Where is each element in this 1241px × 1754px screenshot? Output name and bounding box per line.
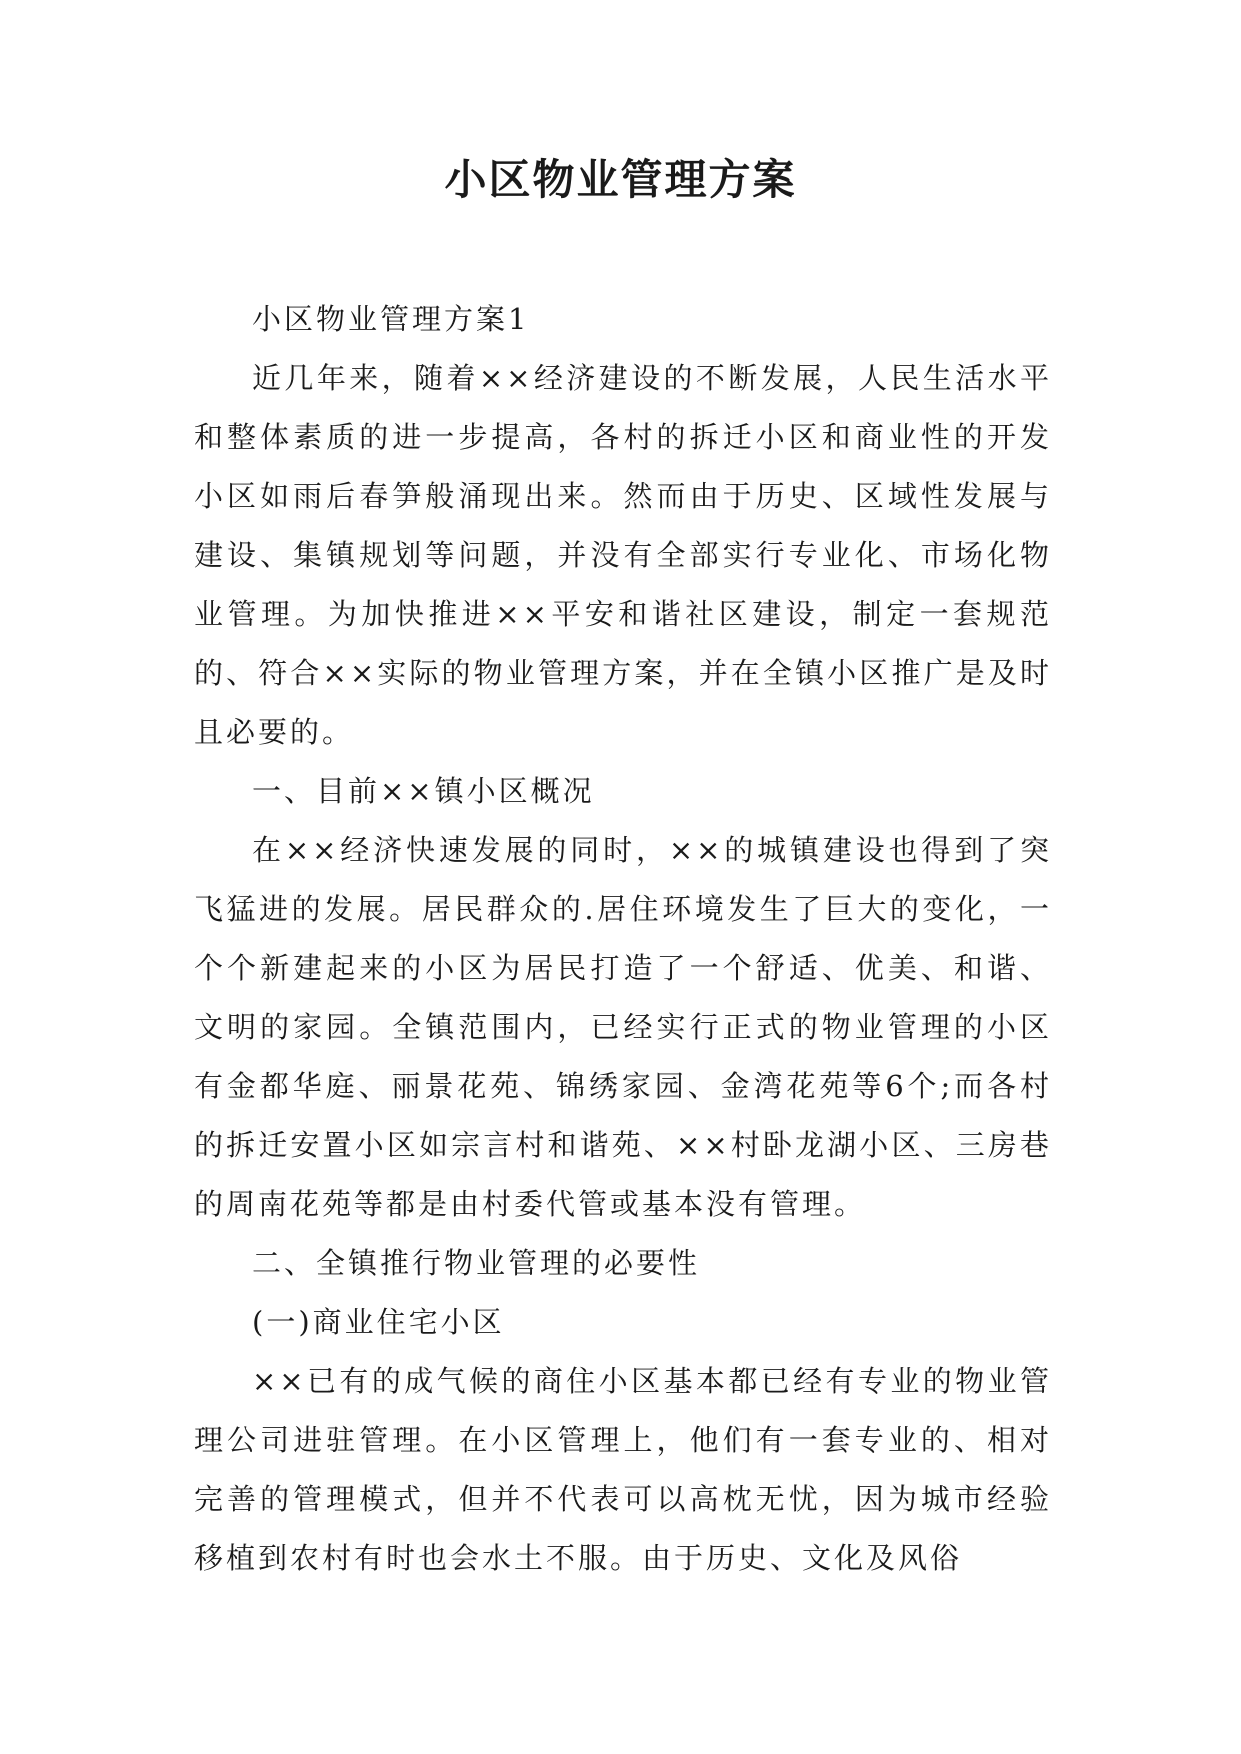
document-body	[194, 290, 1052, 1588]
paragraph: ××已有的成气候的商住小区基本都已经有专业的物业管理公司进驻管理。在小区管理上，他们有一套专业的、相对完善的管理模式，但并不代表可以高枕无忧，因为城市经验移植到农村有时也会水土不服。由于历史、文化及风俗	[194, 1364, 1052, 1575]
document-title: 小区物业管理方案	[444, 155, 797, 204]
section-heading: 一、目前××镇小区概况	[252, 774, 595, 808]
paragraph: 近几年来，随着××经济建设的不断发展，人民生活水平和整体素质的进一步提高，各村的拆迁小区和商业性的开发小区如雨后春笋般涌现出来。然而由于历史、区域性发展与建设、集镇规划等问题，并没有全部实行专业化、市场化物业管理。为加快推进××平安和谐社区建设，制定一套规范的、符合××实际的物业管理方案，并在全镇小区推广是及时且必要的。	[194, 361, 1052, 749]
section-heading: 二、全镇推行物业管理的必要性	[252, 1246, 701, 1280]
section-heading: 小区物业管理方案1	[252, 302, 530, 336]
subsection-heading: (一)商业住宅小区	[252, 1305, 505, 1339]
paragraph: 在××经济快速发展的同时，××的城镇建设也得到了突飞猛进的发展。居民群众的.居住环境发生了巨大的变化，一个个新建起来的小区为居民打造了一个舒适、优美、和谐、文明的家园。全镇范围内，已经实行正式的物业管理的小区有金都华庭、丽景花苑、锦绣家园、金湾花苑等6个;而各村的拆迁安置小区如宗言村和谐苑、××村卧龙湖小区、三房巷的周南花苑等都是由村委代管或基本没有管理。	[194, 833, 1052, 1221]
